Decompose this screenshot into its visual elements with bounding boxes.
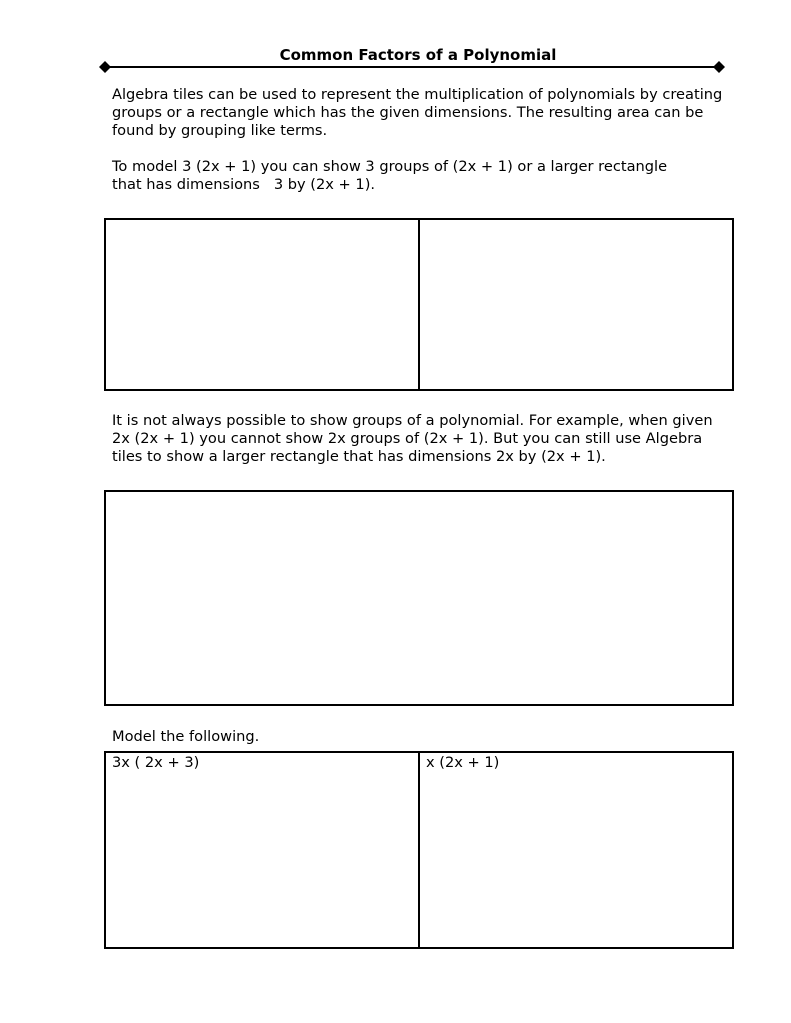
example-paragraph xyxy=(112,158,732,194)
practice-label-left: 3x ( 2x + 3) xyxy=(112,754,200,771)
rectangle-model-box[interactable] xyxy=(104,490,734,706)
practice-label-right: x (2x + 1) xyxy=(426,754,500,771)
practice-cell-right[interactable] xyxy=(418,753,732,947)
right-diamond-icon xyxy=(713,61,725,73)
practice-box xyxy=(104,751,734,949)
rectangle-model-area[interactable] xyxy=(418,220,732,389)
example-model-box xyxy=(104,218,734,391)
example-line-2: that has dimensions 3 by (2x + 1). xyxy=(112,176,376,193)
practice-cell-left[interactable] xyxy=(106,753,418,947)
page-title: Common Factors of a Polynomial xyxy=(279,46,557,64)
model-prompt: Model the following. xyxy=(112,728,260,745)
groups-model-area[interactable] xyxy=(106,220,418,389)
title-divider xyxy=(99,60,726,74)
intro-paragraph: Algebra tiles can be used to represent the multiplication of polynomials by creating groups or a rectangle which has the given dimensions. The resulting area can be found by grouping like terms. xyxy=(112,86,723,139)
example-line-1: To model 3 (2x + 1) you can show 3 groups of (2x + 1) or a larger rectangle xyxy=(112,158,668,175)
not-always-paragraph: It is not always possible to show groups of a polynomial. For example, when given 2x (2x + 1) you cannot show 2x groups of (2x + 1). But you can still use Algebra tiles to show a larger rectangle that has dimensions 2x by (2x + 1). xyxy=(112,412,713,465)
left-diamond-icon xyxy=(99,61,111,73)
